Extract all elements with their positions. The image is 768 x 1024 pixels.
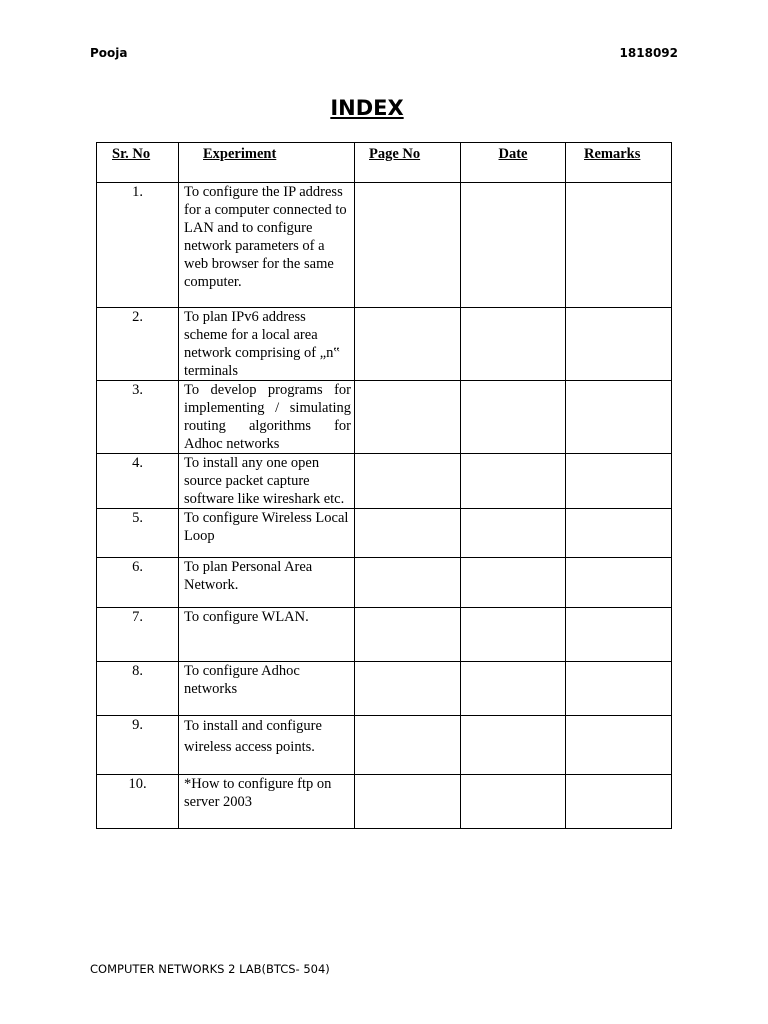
experiment-cell: To configure Wireless Local Loop	[179, 509, 355, 558]
page-no-cell	[355, 775, 461, 829]
page-no-cell	[355, 608, 461, 662]
date-cell	[461, 716, 566, 775]
remarks-cell	[566, 381, 672, 454]
sr-no-cell: 5.	[97, 509, 179, 558]
column-header-sr-no: Sr. No	[97, 143, 179, 183]
remarks-cell	[566, 775, 672, 829]
sr-no-cell: 9.	[97, 716, 179, 775]
page-footer: COMPUTER NETWORKS 2 LAB(BTCS- 504)	[90, 962, 330, 976]
experiment-cell: To develop programs for implementing / simulating routing algorithms for Adhoc networks	[179, 381, 355, 454]
page-no-cell	[355, 183, 461, 308]
table-row	[97, 716, 672, 775]
table-row	[97, 558, 672, 608]
column-header-page-no: Page No	[355, 143, 461, 183]
sr-no-cell: 4.	[97, 454, 179, 509]
column-header-date: Date	[461, 143, 566, 183]
experiment-cell: To install any one open source packet capture software like wireshark etc.	[179, 454, 355, 509]
page-no-cell	[355, 454, 461, 509]
page-no-cell	[355, 381, 461, 454]
table-header-row	[97, 143, 672, 183]
page-no-cell	[355, 308, 461, 381]
date-cell	[461, 662, 566, 716]
remarks-cell	[566, 454, 672, 509]
table-row	[97, 775, 672, 829]
index-table	[96, 142, 672, 829]
table-row	[97, 509, 672, 558]
experiment-cell: To install and configure wireless access points.	[179, 716, 355, 775]
page-no-cell	[355, 509, 461, 558]
date-cell	[461, 608, 566, 662]
sr-no-cell: 7.	[97, 608, 179, 662]
remarks-cell	[566, 183, 672, 308]
column-header-remarks: Remarks	[566, 143, 672, 183]
table-row	[97, 183, 672, 308]
remarks-cell	[566, 308, 672, 381]
experiment-cell: To configure the IP address for a computer connected to LAN and to configure network parameters of a web browser for the same computer.	[179, 183, 355, 308]
experiment-cell: *How to configure ftp on server 2003	[179, 775, 355, 829]
date-cell	[461, 558, 566, 608]
date-cell	[461, 775, 566, 829]
table-row	[97, 381, 672, 454]
sr-no-cell: 10.	[97, 775, 179, 829]
experiment-cell: To plan Personal Area Network.	[179, 558, 355, 608]
remarks-cell	[566, 509, 672, 558]
sr-no-cell: 1.	[97, 183, 179, 308]
experiment-cell: To plan IPv6 address scheme for a local area network comprising of „n‟ terminals	[179, 308, 355, 381]
date-cell	[461, 308, 566, 381]
roll-number: 1818092	[619, 46, 678, 60]
page-no-cell	[355, 558, 461, 608]
remarks-cell	[566, 716, 672, 775]
table-row	[97, 608, 672, 662]
sr-no-cell: 3.	[97, 381, 179, 454]
sr-no-cell: 2.	[97, 308, 179, 381]
date-cell	[461, 454, 566, 509]
table-row	[97, 662, 672, 716]
experiment-cell: To configure Adhoc networks	[179, 662, 355, 716]
table-row	[97, 454, 672, 509]
page-no-cell	[355, 716, 461, 775]
sr-no-cell: 6.	[97, 558, 179, 608]
page-title: INDEX	[330, 96, 404, 120]
experiment-cell: To configure WLAN.	[179, 608, 355, 662]
remarks-cell	[566, 608, 672, 662]
date-cell	[461, 509, 566, 558]
student-name: Pooja	[90, 46, 128, 60]
page-no-cell	[355, 662, 461, 716]
table-row	[97, 308, 672, 381]
sr-no-cell: 8.	[97, 662, 179, 716]
remarks-cell	[566, 558, 672, 608]
column-header-experiment: Experiment	[179, 143, 355, 183]
remarks-cell	[566, 662, 672, 716]
date-cell	[461, 381, 566, 454]
date-cell	[461, 183, 566, 308]
